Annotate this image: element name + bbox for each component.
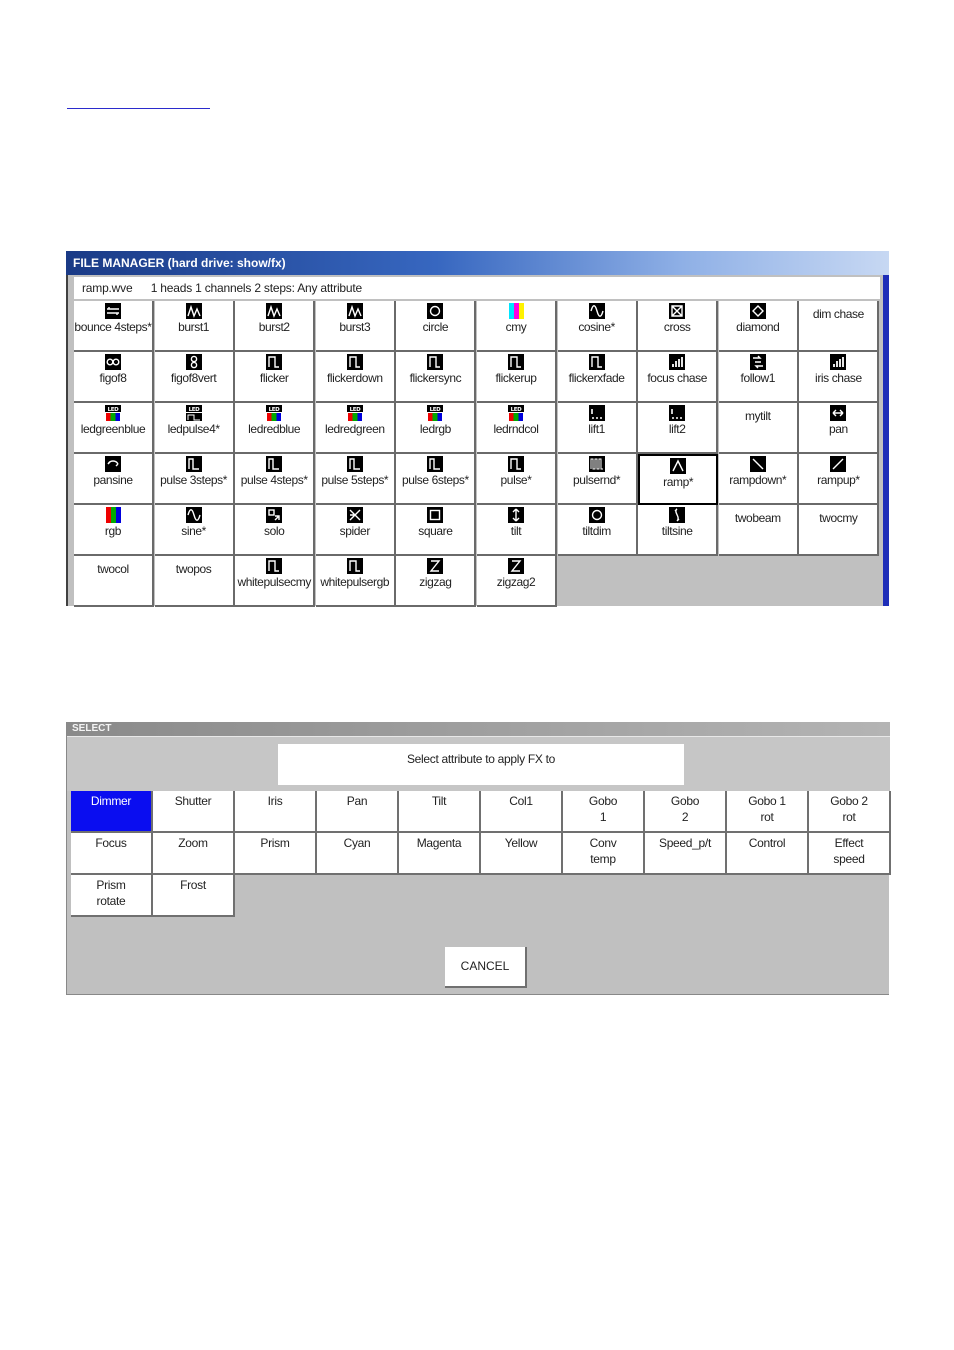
fx-item-label: bounce 4steps* (74, 320, 152, 334)
fx-item-label: twocol (97, 562, 129, 576)
fx-item-label: focus chase (647, 371, 707, 385)
fx-item-label: pansine (93, 473, 133, 487)
attribute-button-tilt[interactable] (399, 791, 481, 833)
fx-item-ledrndcol[interactable] (477, 403, 557, 454)
zigzag-icon (396, 558, 474, 574)
circle-icon (396, 303, 474, 319)
attribute-button-yellow[interactable] (481, 833, 563, 875)
fx-item-flicker[interactable] (235, 352, 315, 403)
fx-item-rampdown[interactable] (719, 454, 799, 505)
file-manager-body (66, 275, 885, 606)
tilt-arrows-icon (477, 507, 555, 523)
fx-item-label: tiltdim (582, 524, 611, 538)
fx-item-ledredblue[interactable] (235, 403, 315, 454)
attribute-label: Frost (180, 878, 206, 892)
svg-text:LED: LED (268, 407, 280, 413)
square-wave-icon (477, 354, 555, 370)
fx-item-ramp[interactable] (638, 454, 718, 505)
attribute-label: Dimmer (90, 794, 132, 808)
fx-item-label: lift2 (668, 422, 686, 436)
square-wave-icon (477, 456, 555, 472)
attribute-button-gobo-1[interactable] (563, 791, 645, 833)
fx-item-label: ledredgreen (324, 422, 385, 436)
bar-chase-icon (799, 354, 877, 370)
fx-item-label: zigzag2 (496, 575, 536, 589)
led-icon (235, 405, 313, 421)
fx-item-focus-chase[interactable] (638, 352, 718, 403)
fx-item-label: pulse 3steps* (160, 473, 228, 487)
fx-item-twocol[interactable] (74, 556, 154, 607)
fx-item-label: mytilt (744, 409, 771, 423)
fx-item-lift1[interactable] (558, 403, 638, 454)
pulse-icon (396, 456, 474, 472)
fx-item-ledrgb[interactable] (396, 403, 476, 454)
attribute-button-control[interactable] (727, 833, 809, 875)
attribute-button-effect-speed[interactable] (809, 833, 891, 875)
fx-item-whitepulsergb[interactable] (316, 556, 396, 607)
fx-item-burst1[interactable] (155, 301, 235, 352)
attribute-label: Col1 (509, 794, 533, 808)
cosine-wave-icon (558, 303, 636, 319)
attribute-label: Yellow (504, 836, 538, 850)
led-icon (74, 405, 152, 421)
fx-item-square[interactable] (396, 505, 476, 556)
attribute-label: Pan (346, 794, 368, 808)
fx-item-sine[interactable] (155, 505, 235, 556)
attribute-label: Magenta (416, 836, 462, 850)
attribute-label: Speed_p/t (658, 836, 711, 850)
fx-item-label: figof8vert (170, 371, 217, 385)
fx-item-label: flickerup (495, 371, 537, 385)
fx-item-flickerxfade[interactable] (558, 352, 638, 403)
fx-item-pulse-5steps[interactable] (316, 454, 396, 505)
fx-item-diamond[interactable] (719, 301, 799, 352)
attribute-button-prism[interactable] (235, 833, 317, 875)
fx-item-twobeam[interactable] (719, 505, 799, 556)
fx-item-label: ledgreenblue (80, 422, 146, 436)
follow-icon (719, 354, 797, 370)
fx-item-twopos[interactable] (155, 556, 235, 607)
attribute-label: Prism (260, 836, 290, 850)
fx-item-ledredgreen[interactable] (316, 403, 396, 454)
fx-item-label: ramp* (663, 475, 694, 489)
square-icon (396, 507, 474, 523)
fx-item-label: twocmy (819, 511, 858, 525)
fx-item-circle[interactable] (396, 301, 476, 352)
burst-icon (155, 303, 233, 319)
fx-item-zigzag2[interactable] (477, 556, 557, 607)
diamond-icon (719, 303, 797, 319)
ramp-icon (640, 458, 716, 474)
pansine-icon (74, 456, 152, 472)
attribute-label: Prism rotate (96, 878, 126, 908)
fx-item-label: spider (339, 524, 370, 538)
fx-item-mytilt[interactable] (719, 403, 799, 454)
attribute-button-pan[interactable] (317, 791, 399, 833)
fx-item-label: rgb (104, 524, 122, 538)
fx-item-figof8vert[interactable] (155, 352, 235, 403)
fx-item-label: flicker (259, 371, 289, 385)
fx-item-cmy[interactable] (477, 301, 557, 352)
attribute-button-conv-temp[interactable] (563, 833, 645, 875)
fx-item-label: lift1 (588, 422, 605, 436)
fx-item-label: pulsernd* (573, 473, 621, 487)
fx-item-label: pulse 4steps* (240, 473, 308, 487)
bar-chase-icon (638, 354, 716, 370)
fx-item-label: cosine* (578, 320, 615, 334)
attribute-button-dimmer[interactable] (71, 791, 153, 833)
fx-item-twocmy[interactable] (799, 505, 879, 556)
top-link-underline[interactable] (67, 95, 210, 109)
ramp-down-icon (719, 456, 797, 472)
fx-item-label: follow1 (740, 371, 776, 385)
rgb-color-icon (74, 507, 152, 523)
fx-item-label: pulse 5steps* (321, 473, 389, 487)
fx-item-label: rampdown* (729, 473, 787, 487)
spider-icon (316, 507, 394, 523)
fx-item-pan[interactable] (799, 403, 879, 454)
fx-item-pulse[interactable] (477, 454, 557, 505)
fx-item-rampup[interactable] (799, 454, 879, 505)
attribute-button-gobo-2[interactable] (645, 791, 727, 833)
fx-item-flickersync[interactable] (396, 352, 476, 403)
svg-text:LED: LED (430, 407, 441, 413)
fx-item-whitepulsecmy[interactable] (235, 556, 315, 607)
fx-item-label: tilt (510, 524, 522, 538)
attribute-label: Zoom (178, 836, 208, 850)
fx-item-label: ledredblue (248, 422, 301, 436)
fx-item-label: flickersync (409, 371, 462, 385)
random-pulse-icon (558, 456, 636, 472)
fx-item-label: flickerdown (326, 371, 383, 385)
fx-item-burst3[interactable] (316, 301, 396, 352)
svg-text:LED: LED (510, 407, 522, 413)
fx-item-tiltsine[interactable] (638, 505, 718, 556)
cancel-button[interactable]: CANCEL (445, 947, 527, 988)
fx-item-label: burst1 (178, 320, 210, 334)
fx-item-cross[interactable] (638, 301, 718, 352)
tiltsine-icon (638, 507, 716, 523)
led-icon (316, 405, 394, 421)
fx-item-label: zigzag (419, 575, 452, 589)
svg-text:LED: LED (107, 407, 119, 413)
attribute-button-shutter[interactable] (153, 791, 235, 833)
lift-icon (558, 405, 636, 421)
fx-item-flickerup[interactable] (477, 352, 557, 403)
fx-item-tiltdim[interactable] (558, 505, 638, 556)
fx-item-figof8[interactable] (74, 352, 154, 403)
attribute-label: Focus (95, 836, 127, 850)
fx-item-solo[interactable] (235, 505, 315, 556)
attribute-label: Gobo 2 rot (830, 794, 868, 824)
fx-item-label: dim chase (812, 307, 864, 321)
file-info-detail: 1 heads 1 channels 2 steps: Any attribute (150, 281, 362, 295)
attribute-button-cyan[interactable] (317, 833, 399, 875)
file-manager-title: FILE MANAGER (hard drive: show/fx) (66, 251, 889, 275)
fx-item-bounce-4steps[interactable] (74, 301, 154, 352)
file-manager-window (66, 251, 889, 606)
svg-text:LED: LED (349, 407, 361, 413)
fx-item-label: solo (263, 524, 285, 538)
attribute-label: Gobo 1 rot (748, 794, 786, 824)
attribute-button-col1[interactable] (481, 791, 563, 833)
attribute-button-magenta[interactable] (399, 833, 481, 875)
attribute-button-frost[interactable] (153, 875, 235, 917)
attribute-label: Shutter (174, 794, 212, 808)
fx-item-pulse-4steps[interactable] (235, 454, 315, 505)
attribute-button-gobo-2-rot[interactable] (809, 791, 891, 833)
square-wave-icon (316, 558, 394, 574)
fx-item-label: ledpulse4* (167, 422, 220, 436)
fx-item-ledgreenblue[interactable] (74, 403, 154, 454)
cross-icon (638, 303, 716, 319)
fx-item-label: circle (422, 320, 449, 334)
fx-item-dim-chase[interactable] (799, 301, 879, 352)
fx-item-label: iris chase (815, 371, 862, 385)
fx-item-label: flickerxfade (568, 371, 625, 385)
file-info-name: ramp.wve (82, 281, 133, 295)
fx-item-follow1[interactable] (719, 352, 799, 403)
fx-item-label: burst3 (339, 320, 371, 334)
fx-item-tilt[interactable] (477, 505, 557, 556)
attribute-button-focus[interactable] (71, 833, 153, 875)
fx-item-spider[interactable] (316, 505, 396, 556)
fx-item-label: ledrndcol (493, 422, 539, 436)
burst-icon (316, 303, 394, 319)
cmy-color-icon (477, 303, 555, 319)
fx-item-pansine[interactable] (74, 454, 154, 505)
figure-eight-vertical-icon (155, 354, 233, 370)
fx-item-ledpulse4[interactable] (155, 403, 235, 454)
square-wave-icon (396, 354, 474, 370)
attribute-button-gobo-1-rot[interactable] (727, 791, 809, 833)
ramp-up-icon (799, 456, 877, 472)
fx-item-label: pulse 6steps* (401, 473, 469, 487)
fx-item-iris-chase[interactable] (799, 352, 879, 403)
fx-item-pulsernd[interactable] (558, 454, 638, 505)
fx-item-label: rampup* (817, 473, 860, 487)
pulse-icon (155, 456, 233, 472)
svg-text:LED: LED (188, 407, 199, 413)
select-prompt: Select attribute to apply FX to (278, 744, 684, 785)
fx-item-cosine[interactable] (558, 301, 638, 352)
figure-eight-icon (74, 354, 152, 370)
fx-item-pulse-3steps[interactable] (155, 454, 235, 505)
fx-item-label: cmy (505, 320, 527, 334)
file-info-bar (74, 277, 880, 299)
fx-item-label: cross (663, 320, 691, 334)
select-dialog-title: SELECT (67, 722, 890, 736)
square-wave-icon (558, 354, 636, 370)
attribute-label: Gobo 2 (670, 794, 700, 824)
fx-item-label: square (418, 524, 453, 538)
fx-item-label: pulse* (500, 473, 532, 487)
led-pulse-icon (155, 405, 233, 421)
led-icon (396, 405, 474, 421)
attribute-label: Gobo 1 (588, 794, 618, 824)
sine-wave-icon (155, 507, 233, 523)
select-dialog (66, 722, 889, 995)
zigzag-icon (477, 558, 555, 574)
pulse-icon (316, 456, 394, 472)
square-wave-icon (235, 558, 313, 574)
fx-item-flickerdown[interactable] (316, 352, 396, 403)
fx-item-label: twobeam (734, 511, 781, 525)
fx-item-label: pan (828, 422, 848, 436)
square-wave-icon (235, 354, 313, 370)
fx-item-label: whitepulsecmy (237, 575, 311, 589)
fx-item-label: twopos (175, 562, 212, 576)
fx-item-label: sine* (181, 524, 206, 538)
attribute-label: Iris (267, 794, 283, 808)
square-wave-icon (316, 354, 394, 370)
select-dialog-header (67, 736, 890, 791)
solo-icon (235, 507, 313, 523)
bounce-icon (74, 303, 152, 319)
attribute-button-speedpt[interactable] (645, 833, 727, 875)
attribute-label: Tilt (431, 794, 447, 808)
fx-item-pulse-6steps[interactable] (396, 454, 476, 505)
attribute-button-zoom[interactable] (153, 833, 235, 875)
attribute-label: Conv temp (589, 836, 617, 866)
lift-icon (638, 405, 716, 421)
fx-item-label: ledrgb (419, 422, 451, 436)
fx-item-rgb[interactable] (74, 505, 154, 556)
fx-item-zigzag[interactable] (396, 556, 476, 607)
led-icon (477, 405, 555, 421)
pulse-icon (235, 456, 313, 472)
attribute-button-prism-rotate[interactable] (71, 875, 153, 917)
attribute-label: Control (748, 836, 786, 850)
attribute-button-iris[interactable] (235, 791, 317, 833)
fx-item-label: burst2 (258, 320, 290, 334)
attribute-label: Cyan (343, 836, 371, 850)
pan-arrows-icon (799, 405, 877, 421)
attribute-label: Effect speed (833, 836, 865, 866)
circle-icon (558, 507, 636, 523)
fx-item-label: diamond (736, 320, 780, 334)
fx-item-label: figof8 (99, 371, 127, 385)
burst-icon (235, 303, 313, 319)
fx-item-lift2[interactable] (638, 403, 718, 454)
fx-item-label: tiltsine (661, 524, 693, 538)
fx-item-burst2[interactable] (235, 301, 315, 352)
file-manager-scrollbar[interactable] (883, 275, 889, 606)
fx-item-label: whitepulsergb (320, 575, 390, 589)
